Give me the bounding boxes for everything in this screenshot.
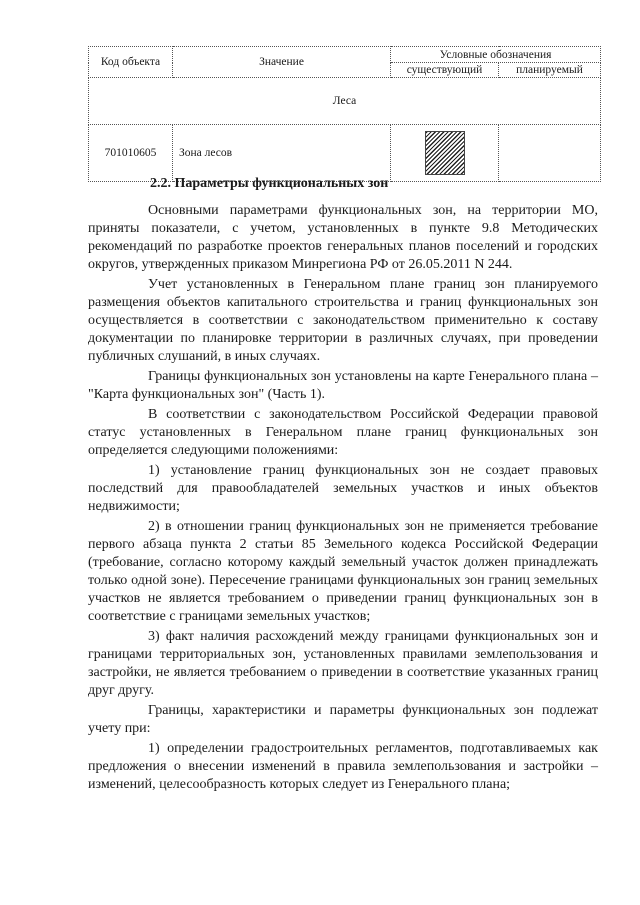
header-existing: существующий <box>391 63 499 78</box>
paragraph: Границы функциональных зон установлены на карте Генерального плана – "Карта функциональных зон" (Часть 1). <box>88 369 598 402</box>
row-value: Зона лесов <box>173 125 391 182</box>
row-code: 701010605 <box>89 125 173 182</box>
header-planned: планируемый <box>499 63 601 78</box>
category-forests: Леса <box>89 78 601 125</box>
paragraph: Основными параметрами функциональных зон, на территории МО, приняты показатели, с учетом, установленных в пункте 9.8 Методических рекомендаций по разработке проектов генеральных планов поселений и городских округов, утвержденных приказом Минрегиона РФ от 26.05.2011 N 244. <box>88 203 598 272</box>
zones-legend-table <box>88 46 601 182</box>
forest-zone-hatch-symbol <box>425 131 465 175</box>
paragraph: 1) установление границ функциональных зон не создает правовых последствий для правообладателей земельных участков и иных объектов недвижимости; <box>88 463 598 514</box>
paragraph: В соответствии с законодательством Российской Федерации правовой статус установленных в Генеральном плане границ функциональных зон определяется следующими положениями: <box>88 407 598 458</box>
header-object-code: Код объекта <box>89 47 173 78</box>
existing-symbol-cell <box>391 125 499 182</box>
body-text <box>88 202 598 796</box>
paragraph: 2) в отношении границ функциональных зон не применяется требование первого абзаца пункта 2 статьи 85 Земельного кодекса Российской Федерации (требование, согласно которому каждый земельный участок должен принадлежать только одной зоне). Пересечение границами функциональных зон границ земельных участков не является требованием о приведении границ функциональных зон в соответствие с границами земельных участков; <box>88 519 598 624</box>
section-heading: 2.2. Параметры функциональных зон <box>150 176 389 191</box>
paragraph: 1) определении градостроительных регламентов, подготавливаемых как предложения о внесении изменений в правила землепользования и застройки – изменений, целесообразность которых следует из Генерального плана; <box>88 741 598 792</box>
header-symbols: Условные обозначения <box>391 47 601 63</box>
header-value: Значение <box>173 47 391 78</box>
planned-symbol-cell <box>499 125 601 182</box>
paragraph: Границы, характеристики и параметры функциональных зон подлежат учету при: <box>88 703 598 736</box>
paragraph: Учет установленных в Генеральном плане границ зон планируемого размещения объектов капитального строительства и границ функциональных зон осуществляется в соответствии с законодательством применительно к составу документации по планировке территории в различных случаях, при проведении публичных слушаний, в иных случаях. <box>88 277 598 364</box>
paragraph: 3) факт наличия расхождений между границами функциональных зон и границами территориальных зон, установленных правилами землепользования и застройки, не является требованием о приведении в соответствие указанных границ друг другу. <box>88 629 598 698</box>
